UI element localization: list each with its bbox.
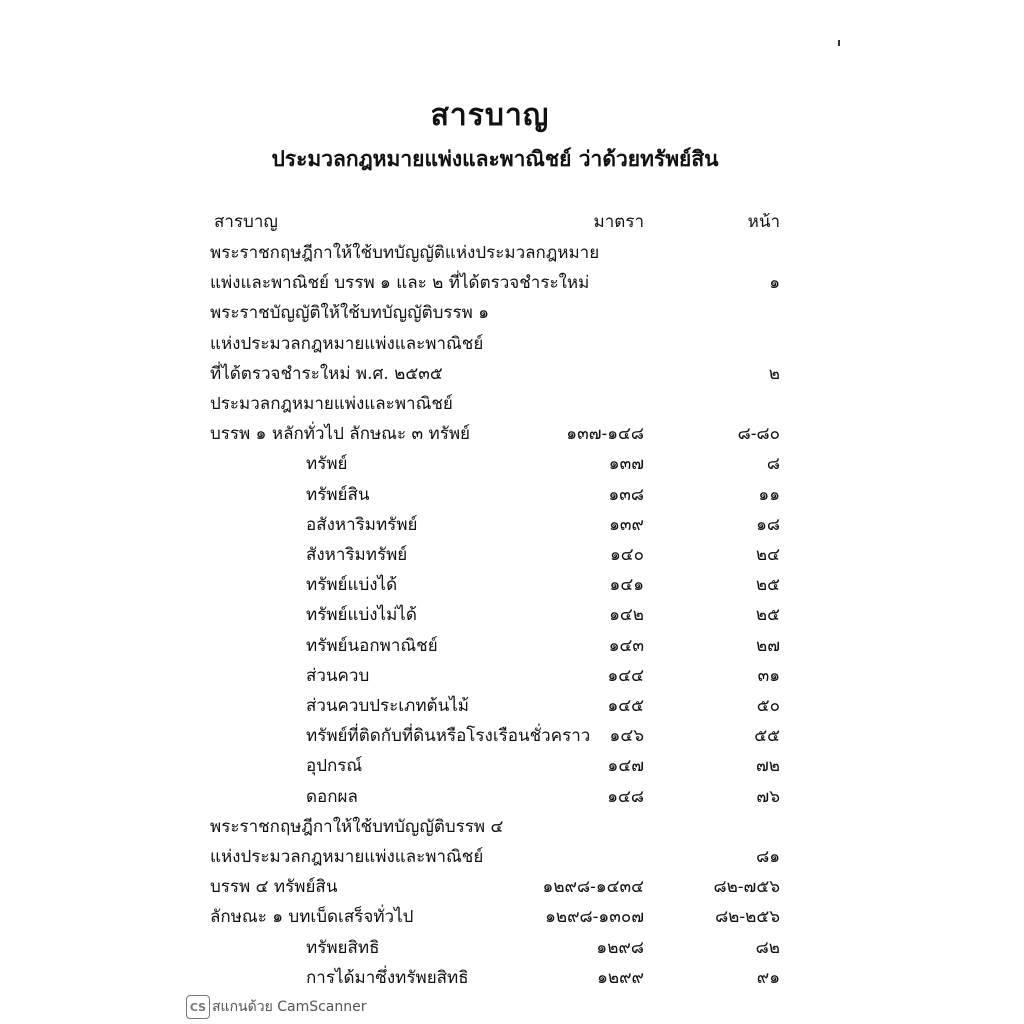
toc-entry-section: ๑๓๗ — [608, 454, 644, 475]
toc-entry-title: การได้มาซึ่งทรัพยสิทธิ — [306, 967, 469, 988]
toc-entry — [0, 902, 1024, 932]
toc-entry-section: ๑๓๘ — [608, 484, 644, 505]
toc-entry-title: ทรัพย์แบ่งได้ — [306, 575, 398, 596]
toc-entry-section: ๑๒๙๙ — [597, 967, 644, 988]
toc-entry-page: ๘๒ — [755, 937, 780, 958]
toc-entry-title: แพ่งและพาณิชย์ บรรพ ๑ และ ๒ ที่ได้ตรวจชำระใหม่ — [210, 273, 590, 294]
watermark-text: สแกนด้วย CamScanner — [212, 999, 367, 1015]
toc-entry-title: ทรัพย์ที่ติดกับที่ดินหรือโรงเรือนชั่วคราว — [306, 726, 591, 747]
toc-entry-title: ส่วนควบ — [306, 665, 370, 686]
toc-entry-title: ลักษณะ ๑ บทเบ็ดเสร็จทั่วไป — [210, 907, 414, 928]
toc-entry-page: ๒๕ — [755, 605, 780, 626]
toc-entry-section: ๑๔๒ — [609, 605, 644, 626]
toc-entry — [0, 510, 1024, 540]
toc-entry — [0, 812, 1024, 842]
toc-entry — [0, 631, 1024, 661]
toc-entry-section: ๑๔๑ — [609, 575, 644, 596]
toc-entry-title: ส่วนควบประเภทต้นไม้ — [306, 696, 469, 716]
toc-entry — [0, 963, 1024, 993]
page-subtitle: ประมวลกฎหมายแพ่งและพาณิชย์ ว่าด้วยทรัพย์สิน — [271, 147, 719, 171]
toc-entry-section: ๑๓๙ — [609, 514, 644, 535]
toc-entry-title: แห่งประมวลกฎหมายแพ่งและพาณิชย์ — [210, 333, 484, 354]
toc-entry — [0, 449, 1024, 479]
toc-entry — [0, 268, 1024, 298]
toc-entry-page: ๗๒ — [756, 756, 780, 777]
toc-entry-page: ๘๑ — [756, 847, 780, 867]
toc-header-section: มาตรา — [593, 212, 644, 232]
toc-entry-page: ๕๐ — [756, 696, 780, 716]
toc-entry — [0, 359, 1024, 389]
toc-entry-title: พระราชกฤษฎีกาให้ใช้บทบัญญัติแห่งประมวลกฎหมาย — [210, 243, 600, 263]
toc-entry-title: ทรัพย์สิน — [306, 484, 370, 505]
toc-entry-section: ๑๔๓ — [608, 635, 644, 656]
toc-entry — [0, 238, 1024, 268]
toc-entry — [0, 329, 1024, 359]
toc-entry — [0, 480, 1024, 510]
toc-entry-page: ๑๑ — [758, 484, 780, 505]
toc-entry-title: พระราชบัญญัติให้ใช้บทบัญญัติบรรพ ๑ — [210, 303, 490, 324]
toc-entry — [0, 570, 1024, 600]
toc-entry-title: ประมวลกฎหมายแพ่งและพาณิชย์ — [210, 394, 453, 414]
toc-entry-title: บรรพ ๔ ทรัพย์สิน — [210, 877, 338, 898]
toc-entry — [0, 298, 1024, 328]
toc-entry-section: ๑๒๙๘-๑๔๓๔ — [542, 877, 644, 898]
toc-entry-section: ๑๔๘ — [607, 786, 644, 807]
toc-entry — [0, 721, 1024, 751]
toc-entry-section: ๑๒๙๘ — [596, 937, 644, 958]
toc-entry — [0, 540, 1024, 570]
toc-entry — [0, 661, 1024, 691]
toc-entry-page: ๙๑ — [756, 967, 780, 988]
toc-entry — [0, 691, 1024, 721]
toc-entry-section: ๑๔๗ — [607, 756, 644, 777]
toc-entry — [0, 782, 1024, 812]
toc-entry-page: ๘๒-๗๕๖ — [713, 877, 780, 898]
scanner-watermark — [186, 994, 367, 1020]
toc-entry-section: ๑๔๕ — [607, 696, 644, 716]
toc-entry — [0, 751, 1024, 781]
toc-entry — [0, 933, 1024, 963]
toc-entry — [0, 872, 1024, 902]
toc-entry-title: แห่งประมวลกฎหมายแพ่งและพาณิชย์ — [210, 847, 484, 867]
toc-header-label: สารบาญ — [214, 212, 278, 232]
toc-entry — [0, 842, 1024, 872]
camscanner-logo: CS — [186, 995, 210, 1019]
toc-entry-page: ๒๕ — [755, 575, 780, 596]
toc-entry-section: ๑๔๔ — [607, 665, 644, 686]
toc-entry-title: ดอกผล — [306, 786, 358, 807]
toc-entry-page: ๘๒-๒๕๖ — [715, 907, 780, 928]
toc-entry-section: ๑๒๙๘-๑๓๐๗ — [545, 907, 644, 928]
toc-entry — [0, 389, 1024, 419]
page-title: สารบาญ — [430, 98, 550, 133]
toc-entry-page: ๒ — [768, 363, 780, 384]
toc-entry — [0, 600, 1024, 630]
toc-entry-title: ทรัพยสิทธิ — [306, 937, 380, 958]
toc-entry-page: ๕๕ — [754, 726, 780, 747]
toc-entry-title: ทรัพย์นอกพาณิชย์ — [306, 635, 438, 656]
toc-entry-page: ๓๑ — [757, 665, 780, 686]
toc-entry-title: ทรัพย์แบ่งไม่ได้ — [306, 605, 417, 626]
toc-entry-title: บรรพ ๑ หลักทั่วไป ลักษณะ ๓ ทรัพย์ — [210, 424, 471, 445]
toc-entry-title: ที่ได้ตรวจชำระใหม่ พ.ศ. ๒๕๓๕ — [210, 363, 443, 384]
toc-entry-page: ๒๔ — [755, 545, 780, 565]
toc-entry-title: สังหาริมทรัพย์ — [306, 545, 408, 565]
toc-entry-page: ๘ — [766, 454, 780, 475]
toc-entry-title: ทรัพย์ — [306, 454, 348, 475]
toc-entry-page: ๑๘ — [756, 514, 780, 535]
toc-entry-title: อุปกรณ์ — [306, 756, 363, 777]
toc-entry-section: ๑๔๖ — [609, 726, 644, 747]
toc-entry-page: ๘-๘๐ — [737, 424, 780, 445]
toc-entry-title: พระราชกฤษฎีกาให้ใช้บทบัญญัติบรรพ ๔ — [210, 816, 504, 837]
toc-entry-title: อสังหาริมทรัพย์ — [306, 514, 418, 535]
toc-entry-page: ๒๗ — [756, 635, 780, 656]
toc-entry — [0, 419, 1024, 449]
toc-entry-section: ๑๓๗-๑๔๘ — [566, 424, 644, 445]
toc-header-page: หน้า — [747, 212, 780, 232]
toc-entry-page: ๑ — [769, 273, 780, 294]
toc-entry-section: ๑๔๐ — [609, 545, 644, 565]
toc-entry-page: ๗๖ — [756, 786, 780, 807]
